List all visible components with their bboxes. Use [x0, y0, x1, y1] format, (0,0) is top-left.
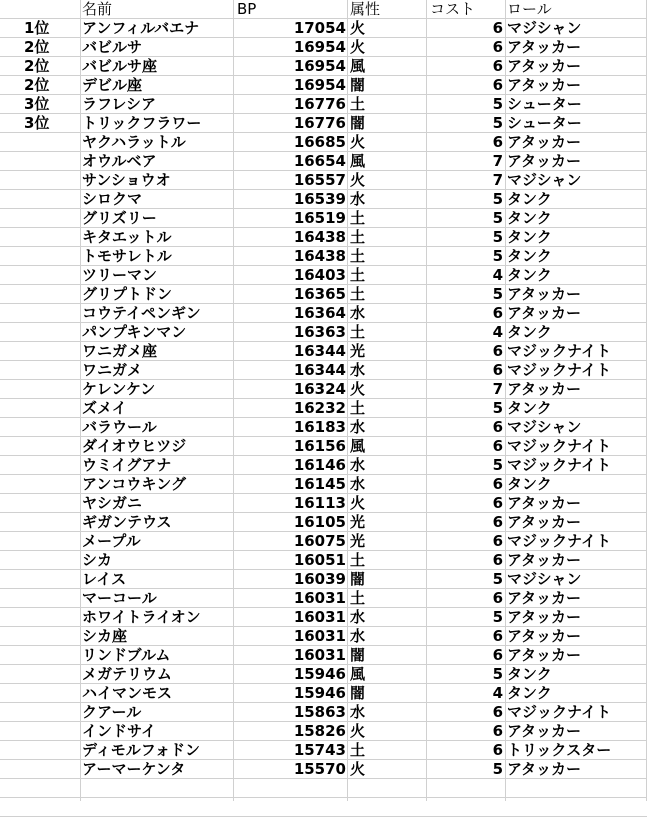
rank-cell[interactable] — [24, 247, 80, 266]
name-cell[interactable]: アンフィルバエナ — [82, 19, 200, 37]
name-cell[interactable]: ツリーマン — [82, 266, 158, 284]
table-row — [0, 228, 647, 247]
rank-cell[interactable] — [24, 722, 80, 741]
attribute-cell[interactable]: 闇 — [350, 646, 366, 664]
table-row — [0, 247, 647, 266]
role-cell[interactable]: アタッカー — [507, 513, 581, 531]
table-row — [0, 703, 647, 722]
bp-cell[interactable]: 16146 — [293, 456, 346, 474]
cost-cell[interactable]: 6 — [492, 19, 503, 37]
bp-cell[interactable]: 16075 — [293, 532, 346, 550]
role-cell[interactable]: トリックスター — [507, 741, 612, 759]
cost-cell[interactable]: 6 — [492, 703, 503, 721]
bp-cell[interactable]: 16039 — [293, 570, 346, 588]
rank-cell[interactable] — [24, 741, 80, 760]
name-cell[interactable]: ズメイ — [82, 399, 127, 417]
bp-cell[interactable]: 16403 — [293, 266, 346, 284]
cost-cell[interactable]: 5 — [492, 95, 503, 113]
role-cell[interactable]: タンク — [507, 209, 552, 227]
name-cell[interactable]: レイス — [82, 570, 127, 588]
role-cell[interactable]: アタッカー — [507, 285, 581, 303]
name-cell[interactable]: トリックフラワー — [82, 114, 202, 132]
attribute-cell[interactable]: 火 — [350, 19, 366, 37]
role-cell[interactable]: タンク — [507, 247, 552, 265]
cost-cell[interactable]: 5 — [492, 760, 503, 778]
table-row — [0, 722, 647, 741]
cost-cell[interactable]: 6 — [492, 437, 503, 455]
name-cell[interactable]: アンコウキング — [82, 475, 186, 493]
cost-cell[interactable]: 5 — [492, 228, 503, 246]
role-cell[interactable]: アタッカー — [507, 152, 581, 170]
role-cell[interactable]: マジックナイト — [507, 437, 611, 455]
role-cell[interactable]: タンク — [507, 684, 552, 702]
name-cell[interactable]: ケレンケン — [82, 380, 156, 398]
rank-cell[interactable] — [24, 703, 80, 722]
name-cell[interactable]: マーコール — [82, 589, 157, 607]
attribute-cell[interactable]: 土 — [350, 399, 366, 417]
role-cell[interactable]: タンク — [507, 228, 552, 246]
attribute-cell[interactable]: 火 — [350, 494, 366, 512]
bp-cell[interactable]: 16438 — [293, 228, 346, 246]
role-cell[interactable]: タンク — [507, 190, 552, 208]
cost-cell[interactable]: 6 — [492, 722, 503, 740]
bp-cell[interactable]: 16776 — [293, 95, 346, 113]
rank-cell[interactable] — [24, 570, 80, 589]
name-cell[interactable]: ワニガメ — [82, 361, 143, 379]
table-row — [0, 608, 647, 627]
role-cell[interactable]: アタッカー — [507, 646, 581, 664]
name-cell[interactable]: バビルサ — [82, 38, 143, 56]
table-row — [0, 114, 647, 133]
bp-cell[interactable]: 16051 — [293, 551, 346, 569]
rank-cell[interactable] — [24, 684, 80, 703]
attribute-cell[interactable]: 水 — [350, 190, 366, 208]
attribute-cell[interactable]: 水 — [350, 703, 366, 721]
attribute-cell[interactable]: 闇 — [350, 76, 366, 94]
table-row — [0, 342, 647, 361]
attribute-cell[interactable]: 水 — [350, 456, 366, 474]
role-cell[interactable]: アタッカー — [507, 627, 581, 645]
role-cell[interactable]: アタッカー — [507, 133, 581, 151]
cost-cell[interactable]: 6 — [492, 589, 503, 607]
name-cell[interactable]: グリズリー — [82, 209, 157, 227]
name-cell[interactable]: バラウール — [82, 418, 157, 436]
table-row — [0, 437, 647, 456]
bp-cell[interactable]: 15946 — [293, 665, 346, 683]
name-cell[interactable]: ホワイトライオン — [82, 608, 201, 626]
role-cell[interactable]: アタッカー — [507, 589, 581, 607]
cost-cell[interactable]: 5 — [492, 209, 503, 227]
rank-cell[interactable] — [24, 589, 80, 608]
table-row — [0, 665, 647, 684]
cost-cell[interactable]: 6 — [492, 513, 503, 531]
table-row — [0, 532, 647, 551]
cost-cell[interactable]: 7 — [492, 171, 503, 189]
attribute-cell[interactable]: 土 — [350, 95, 366, 113]
bp-cell[interactable]: 16156 — [293, 437, 346, 455]
role-cell[interactable]: マジシャン — [507, 171, 582, 189]
role-cell[interactable]: マジックナイト — [507, 361, 611, 379]
name-cell[interactable]: ディモルフォドン — [82, 741, 201, 759]
name-cell[interactable]: アーマーケンタ — [82, 760, 186, 778]
role-cell[interactable]: アタッカー — [507, 57, 581, 75]
name-cell[interactable]: ヤクハラットル — [82, 133, 186, 151]
table-row — [0, 760, 647, 779]
attribute-cell[interactable]: 土 — [350, 266, 366, 284]
attribute-cell[interactable]: 土 — [350, 228, 366, 246]
bp-cell[interactable]: 17054 — [293, 19, 346, 37]
role-cell[interactable]: マジシャン — [507, 570, 582, 588]
cost-cell[interactable]: 5 — [492, 399, 503, 417]
rank-cell[interactable]: 2位 — [24, 76, 50, 94]
name-cell[interactable]: サンショウオ — [82, 171, 171, 189]
bp-cell[interactable]: 16031 — [293, 627, 346, 645]
rank-cell[interactable]: 3位 — [24, 114, 50, 132]
bp-cell[interactable]: 16105 — [293, 513, 346, 531]
cost-cell[interactable]: 5 — [492, 114, 503, 132]
bp-cell[interactable]: 16954 — [293, 76, 346, 94]
bp-cell[interactable]: 16183 — [293, 418, 346, 436]
rank-cell[interactable]: 3位 — [24, 95, 50, 113]
name-cell[interactable]: クアール — [82, 703, 142, 721]
rank-cell[interactable] — [24, 646, 80, 665]
table-row — [0, 399, 647, 418]
name-cell[interactable]: ダイオウヒツジ — [82, 437, 187, 455]
rank-cell[interactable]: 2位 — [24, 38, 50, 56]
header-name[interactable]: 名前 — [82, 0, 113, 18]
name-cell[interactable]: ギガンテウス — [82, 513, 172, 531]
rank-cell[interactable] — [24, 551, 80, 570]
role-cell[interactable]: タンク — [507, 475, 552, 493]
header-rank[interactable] — [24, 0, 80, 19]
bp-cell[interactable]: 16232 — [293, 399, 346, 417]
cost-cell[interactable]: 4 — [492, 684, 503, 702]
bp-cell[interactable]: 16519 — [293, 209, 346, 227]
table-row — [0, 627, 647, 646]
bp-cell[interactable]: 16954 — [293, 38, 346, 56]
attribute-cell[interactable]: 光 — [350, 513, 366, 531]
rank-cell[interactable] — [24, 532, 80, 551]
attribute-cell[interactable]: 火 — [350, 380, 366, 398]
table-row — [0, 190, 647, 209]
rank-cell[interactable] — [24, 209, 80, 228]
role-cell[interactable]: アタッカー — [507, 38, 581, 56]
table-row — [0, 418, 647, 437]
rank-cell[interactable] — [24, 380, 80, 399]
rank-cell[interactable] — [24, 437, 80, 456]
bp-cell[interactable]: 15570 — [293, 760, 346, 778]
rank-cell[interactable] — [24, 266, 80, 285]
name-cell[interactable]: ウミイグアナ — [82, 456, 172, 474]
rank-cell[interactable] — [24, 513, 80, 532]
name-cell[interactable]: コウテイペンギン — [82, 304, 201, 322]
table-row — [0, 171, 647, 190]
bp-cell[interactable]: 16539 — [293, 190, 346, 208]
rank-cell[interactable]: 1位 — [24, 19, 50, 37]
header-role[interactable]: ロール — [507, 0, 552, 18]
attribute-cell[interactable]: 水 — [350, 608, 366, 626]
cost-cell[interactable]: 4 — [492, 266, 503, 284]
role-cell[interactable]: アタッカー — [507, 76, 581, 94]
name-cell[interactable]: ヤシガニ — [82, 494, 142, 512]
attribute-cell[interactable]: 土 — [350, 589, 366, 607]
rank-cell[interactable] — [24, 228, 80, 247]
bp-cell[interactable]: 15826 — [293, 722, 346, 740]
bp-cell[interactable]: 16344 — [293, 361, 346, 379]
rank-cell[interactable] — [24, 494, 80, 513]
cost-cell[interactable]: 6 — [492, 361, 503, 379]
role-cell[interactable]: アタッカー — [507, 304, 581, 322]
role-cell[interactable]: マジックナイト — [507, 342, 611, 360]
attribute-cell[interactable]: 火 — [350, 38, 366, 56]
name-cell[interactable]: インドサイ — [82, 722, 156, 740]
attribute-cell[interactable]: 火 — [350, 133, 366, 151]
cost-cell[interactable]: 6 — [492, 76, 503, 94]
rank-cell[interactable] — [24, 456, 80, 475]
role-cell[interactable]: シューター — [507, 114, 582, 132]
bp-cell[interactable]: 16031 — [293, 646, 346, 664]
table-row — [0, 570, 647, 589]
name-cell[interactable]: グリプトドン — [82, 285, 173, 303]
rank-cell[interactable] — [24, 323, 80, 342]
bp-cell[interactable]: 16031 — [293, 589, 346, 607]
attribute-cell[interactable]: 水 — [350, 418, 366, 436]
attribute-cell[interactable]: 水 — [350, 304, 366, 322]
header-bp[interactable]: BP — [237, 0, 257, 18]
bp-cell[interactable]: 16344 — [293, 342, 346, 360]
rank-cell[interactable] — [24, 285, 80, 304]
cost-cell[interactable]: 6 — [492, 342, 503, 360]
role-cell[interactable]: アタッカー — [507, 760, 581, 778]
attribute-cell[interactable]: 土 — [350, 323, 366, 341]
attribute-cell[interactable]: 水 — [350, 475, 366, 493]
table-row — [0, 380, 647, 399]
table-row — [0, 741, 647, 760]
name-cell[interactable]: メープル — [82, 532, 141, 550]
bp-cell[interactable]: 16324 — [293, 380, 346, 398]
name-cell[interactable]: ワニガメ座 — [82, 342, 158, 360]
rank-cell[interactable] — [24, 608, 80, 627]
cost-cell[interactable]: 5 — [492, 456, 503, 474]
role-cell[interactable]: アタッカー — [507, 608, 581, 626]
table-row — [0, 551, 647, 570]
table-row — [0, 456, 647, 475]
table-row — [0, 133, 647, 152]
cost-cell[interactable]: 5 — [492, 190, 503, 208]
role-cell[interactable]: マジックナイト — [507, 456, 611, 474]
name-cell[interactable]: バビルサ座 — [82, 57, 158, 75]
bp-cell[interactable]: 16365 — [293, 285, 346, 303]
cost-cell[interactable]: 6 — [492, 551, 503, 569]
role-cell[interactable]: アタッカー — [507, 380, 581, 398]
attribute-cell[interactable]: 土 — [350, 247, 366, 265]
name-cell[interactable]: シロクマ — [82, 190, 143, 208]
rank-cell[interactable] — [24, 361, 80, 380]
table-row — [0, 304, 647, 323]
bp-cell[interactable]: 16031 — [293, 608, 346, 626]
bp-cell[interactable]: 15946 — [293, 684, 346, 702]
table-row — [0, 152, 647, 171]
table-row — [0, 646, 647, 665]
table-row — [0, 323, 647, 342]
table-row — [0, 285, 647, 304]
bp-cell[interactable]: 15743 — [293, 741, 346, 759]
cost-cell[interactable]: 6 — [492, 304, 503, 322]
attribute-cell[interactable]: 光 — [350, 342, 366, 360]
attribute-cell[interactable]: 火 — [350, 722, 366, 740]
cost-cell[interactable]: 6 — [492, 741, 503, 759]
table-row — [0, 475, 647, 494]
bp-cell[interactable]: 16145 — [293, 475, 346, 493]
attribute-cell[interactable]: 風 — [350, 57, 366, 75]
empty-row[interactable] — [0, 779, 647, 798]
attribute-cell[interactable]: 闇 — [350, 114, 366, 132]
name-cell[interactable]: ハイマンモス — [82, 684, 173, 702]
table-row — [0, 76, 647, 95]
name-cell[interactable]: シカ座 — [82, 627, 128, 645]
rank-cell[interactable] — [24, 627, 80, 646]
cost-cell[interactable]: 5 — [492, 285, 503, 303]
role-cell[interactable]: マジシャン — [507, 19, 582, 37]
header-attribute[interactable]: 属性 — [350, 0, 381, 18]
cost-cell[interactable]: 7 — [492, 380, 503, 398]
bp-cell[interactable]: 16954 — [293, 57, 346, 75]
attribute-cell[interactable]: 火 — [350, 760, 366, 778]
bp-cell[interactable]: 16438 — [293, 247, 346, 265]
table-row — [0, 38, 647, 57]
header-row — [0, 0, 647, 19]
table-row — [0, 494, 647, 513]
rank-cell[interactable] — [24, 399, 80, 418]
bp-cell[interactable]: 16654 — [293, 152, 346, 170]
bp-cell[interactable]: 16363 — [293, 323, 346, 341]
rank-cell[interactable] — [24, 152, 80, 171]
role-cell[interactable]: マジックナイト — [507, 703, 611, 721]
header-cost[interactable]: コスト — [430, 0, 476, 18]
bp-cell[interactable]: 16776 — [293, 114, 346, 132]
role-cell[interactable]: アタッカー — [507, 722, 581, 740]
role-cell[interactable]: タンク — [507, 399, 552, 417]
rank-cell[interactable] — [24, 133, 80, 152]
rank-cell[interactable] — [24, 171, 80, 190]
table-row — [0, 19, 647, 38]
cost-cell[interactable]: 6 — [492, 475, 503, 493]
attribute-cell[interactable]: 火 — [350, 171, 366, 189]
attribute-cell[interactable]: 闇 — [350, 684, 366, 702]
bp-cell[interactable]: 16557 — [293, 171, 346, 189]
table-row — [0, 95, 647, 114]
rank-cell[interactable] — [24, 190, 80, 209]
cost-cell[interactable]: 5 — [492, 608, 503, 626]
cost-cell[interactable]: 6 — [492, 494, 503, 512]
cost-cell[interactable]: 6 — [492, 418, 503, 436]
table-row — [0, 57, 647, 76]
table-row — [0, 684, 647, 703]
attribute-cell[interactable]: 土 — [350, 551, 366, 569]
cost-cell[interactable]: 6 — [492, 133, 503, 151]
role-cell[interactable]: アタッカー — [507, 551, 581, 569]
attribute-cell[interactable]: 闇 — [350, 570, 366, 588]
attribute-cell[interactable]: 土 — [350, 285, 366, 303]
attribute-cell[interactable]: 風 — [350, 437, 366, 455]
name-cell[interactable]: リンドブルム — [82, 646, 171, 664]
table-row — [0, 589, 647, 608]
attribute-cell[interactable]: 光 — [350, 532, 366, 550]
role-cell[interactable]: タンク — [507, 665, 552, 683]
table-row — [0, 266, 647, 285]
bp-cell[interactable]: 16113 — [293, 494, 346, 512]
name-cell[interactable]: シカ — [82, 551, 113, 569]
role-cell[interactable]: マジックナイト — [507, 532, 611, 550]
cost-cell[interactable]: 6 — [492, 57, 503, 75]
attribute-cell[interactable]: 水 — [350, 361, 366, 379]
bp-cell[interactable]: 16685 — [293, 133, 346, 151]
cost-cell[interactable]: 6 — [492, 627, 503, 645]
role-cell[interactable]: シューター — [507, 95, 582, 113]
name-cell[interactable]: トモサレトル — [82, 247, 172, 265]
cost-cell[interactable]: 4 — [492, 323, 503, 341]
role-cell[interactable]: タンク — [507, 323, 552, 341]
table-row — [0, 513, 647, 532]
rank-cell[interactable] — [24, 418, 80, 437]
name-cell[interactable]: メガテリウム — [82, 665, 172, 683]
name-cell[interactable]: デビル座 — [82, 76, 143, 94]
table-row — [0, 361, 647, 380]
attribute-cell[interactable]: 風 — [350, 665, 366, 683]
rank-cell[interactable] — [24, 342, 80, 361]
bp-cell[interactable]: 16364 — [293, 304, 346, 322]
cost-cell[interactable]: 5 — [492, 665, 503, 683]
rank-cell[interactable]: 2位 — [24, 57, 50, 75]
cost-cell[interactable]: 6 — [492, 646, 503, 664]
attribute-cell[interactable]: 水 — [350, 627, 366, 645]
cost-cell[interactable]: 5 — [492, 570, 503, 588]
cost-cell[interactable]: 6 — [492, 38, 503, 56]
attribute-cell[interactable]: 土 — [350, 209, 366, 227]
name-cell[interactable]: オウルベア — [82, 152, 157, 170]
cost-cell[interactable]: 5 — [492, 247, 503, 265]
rank-cell[interactable] — [24, 665, 80, 684]
attribute-cell[interactable]: 風 — [350, 152, 366, 170]
rank-cell[interactable] — [24, 304, 80, 323]
name-cell[interactable]: キタエットル — [82, 228, 172, 246]
rank-cell[interactable] — [24, 475, 80, 494]
table-row — [0, 209, 647, 228]
cost-cell[interactable]: 7 — [492, 152, 503, 170]
bp-cell[interactable]: 15863 — [293, 703, 346, 721]
role-cell[interactable]: アタッカー — [507, 494, 581, 512]
attribute-cell[interactable]: 土 — [350, 741, 366, 759]
name-cell[interactable]: ラフレシア — [82, 95, 157, 113]
rank-cell[interactable] — [24, 760, 80, 779]
role-cell[interactable]: マジシャン — [507, 418, 582, 436]
cost-cell[interactable]: 6 — [492, 532, 503, 550]
role-cell[interactable]: タンク — [507, 266, 552, 284]
name-cell[interactable]: パンプキンマン — [82, 323, 187, 341]
